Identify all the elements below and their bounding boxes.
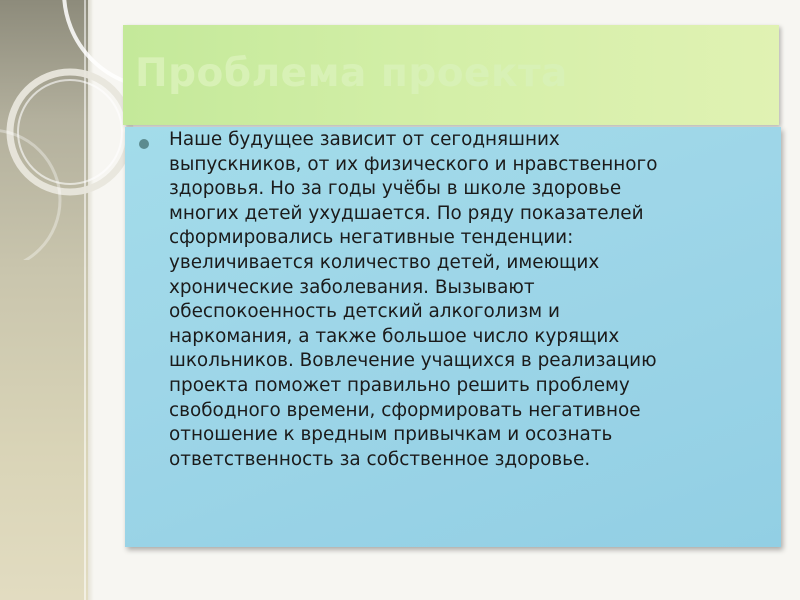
slide-title: Проблема проекта [135,51,568,96]
bullet-dot-icon [139,139,149,149]
title-box [123,25,779,125]
content-box [125,127,781,547]
body-text: Наше будущее зависит от сегодняшних выпускников, от их физического и нравственного здоровья. Но за годы учёбы в школе здоровье многих детей ухудшается. По ряду показателей сформировались негативные тенденции: увеличивается количество детей, имеющих хронические заболевания. Вызывают обеспокоенность детский алкоголизм и наркомания, а также большое число курящих школьников. Вовлечение учащихся в реализацию проекта поможет правильно решить проблему свободного времени, сформировать негативное отношение к вредным привычкам и осознать ответственность за собственное здоровье. [169,129,658,470]
